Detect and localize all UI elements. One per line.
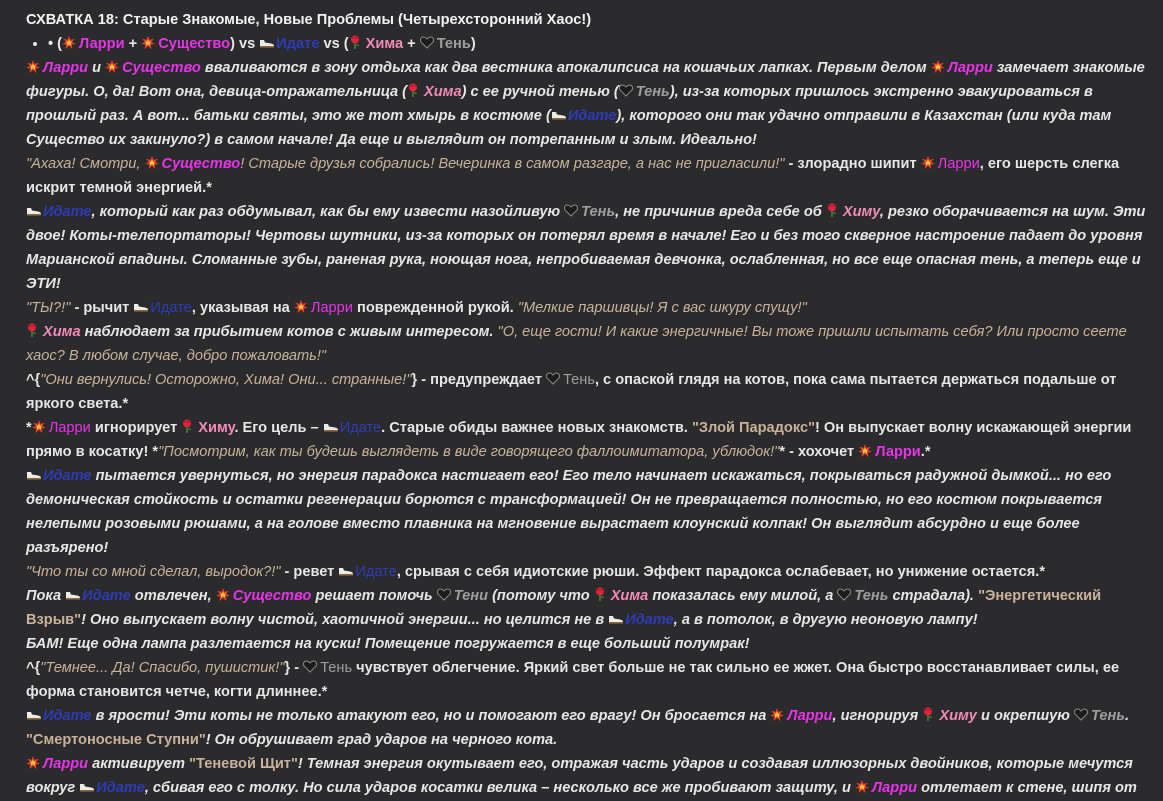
paragraph-12	[26, 656, 1157, 704]
shoe-icon	[26, 201, 40, 214]
explosion-icon	[855, 777, 869, 790]
black-heart-icon	[303, 657, 317, 670]
character-name: Ларри	[79, 36, 125, 52]
text-segment: и окрепшую	[980, 708, 1070, 724]
character-larry	[26, 60, 88, 76]
shoe-icon	[338, 561, 352, 574]
character-name: Тени	[453, 588, 488, 604]
text-segment: , а в потолок, в другую неоновую лампу!	[673, 612, 978, 628]
character-larry	[294, 300, 353, 316]
character-larry	[26, 756, 88, 772]
character-name: Идате	[625, 612, 674, 628]
character-idate	[338, 564, 396, 580]
paragraph-11	[26, 632, 1157, 656]
black-heart-icon	[546, 369, 560, 382]
explosion-icon	[858, 441, 872, 454]
character-ten	[1074, 708, 1125, 724]
character-name: Химу	[198, 420, 235, 436]
shoe-icon	[65, 585, 79, 598]
text-segment: отлетает к стене, шипя от	[921, 780, 1137, 796]
text-segment: "Ахаха! Смотри,	[26, 156, 141, 172]
text-segment: "Злой Парадокс"	[691, 420, 815, 436]
text-segment: замечает знакомые фигуры. О, да! Вот она, девица-отражательница (	[26, 60, 1145, 100]
text-segment: чувствует облегчение. Яркий свет больше не так сильно ее жжет. Она быстро восстанавливает силы, ее форма становится четче, когти длиннее.*	[26, 660, 1120, 700]
character-name: Ларри	[875, 444, 921, 460]
character-name: Ларри	[937, 156, 980, 172]
text-segment: "ТЫ?!"	[26, 300, 71, 316]
character-idate	[551, 108, 617, 124]
text-segment: . Старые обиды важнее новых знакомств.	[381, 420, 688, 436]
text-segment: отвлечен,	[134, 588, 212, 604]
text-segment: вваливаются в зону отдыха как два вестника апокалипсиса на кошачьих лапках. Первым делом	[204, 60, 927, 76]
black-heart-icon	[437, 585, 451, 598]
character-name: Химу	[842, 204, 880, 220]
paragraph-14	[26, 752, 1157, 800]
text-segment: * - хохочет	[779, 444, 855, 460]
character-idate	[26, 468, 92, 484]
text-segment: и	[92, 60, 102, 76]
text-segment: )	[470, 36, 476, 52]
character-name: Идате	[339, 420, 382, 436]
text-segment: .*	[920, 444, 931, 460]
text-segment: , указывая на	[191, 300, 290, 316]
text-segment: "Посмотрим, как ты будешь выглядеть в виде говорящего фаллоимитатора, ублюдок!"	[158, 444, 780, 460]
explosion-icon	[921, 153, 935, 166]
paragraph-2	[26, 152, 1157, 200]
character-ten	[546, 372, 595, 388]
character-name: Тень	[436, 36, 471, 52]
text-segment: "Они вернулись! Осторожно, Хима! Они... странные!"	[40, 372, 412, 388]
text-segment: , который как раз обдумывал, как бы ему извести назойливую	[91, 204, 561, 220]
text-segment: "Темнее... Да! Спасибо, пушистик!"	[40, 660, 285, 676]
shoe-icon	[26, 705, 40, 718]
text-segment: "Мелкие паршивцы! Я с вас шкуру спущу!"	[517, 300, 807, 316]
character-name: Идате	[43, 468, 92, 484]
character-name: Идате	[567, 108, 617, 124]
rose-icon	[922, 705, 936, 718]
text-segment: +	[128, 36, 138, 52]
character-ten	[303, 660, 352, 676]
character-name: Хима	[610, 588, 649, 604]
character-idate	[323, 420, 381, 436]
text-segment: • (	[48, 36, 63, 52]
character-idate	[26, 708, 92, 724]
character-idate	[259, 36, 319, 52]
shoe-icon	[79, 777, 93, 790]
rose-icon	[349, 33, 363, 46]
text-segment: "Теневой Щит"	[189, 756, 298, 772]
explosion-icon	[141, 33, 155, 46]
text-segment: поврежденной рукой.	[357, 300, 514, 316]
text-segment: БАМ! Еще одна лампа разлетается на куски! Помещение погружается в еще больший полумрак!	[26, 636, 750, 652]
text-segment: ), из-за которых пришлось экстренно эвакуироваться в прошлый раз. А вот... батьки святы, это же тот хмырь в костюме (	[26, 84, 1093, 124]
text-segment: - рычит	[70, 300, 130, 316]
text-segment: игнорирует	[94, 420, 178, 436]
character-ten	[437, 588, 488, 604]
black-heart-icon	[564, 201, 578, 214]
text-segment: } -	[284, 660, 300, 676]
text-segment: , его шерсть слегка искрит темной энергией.*	[26, 156, 1120, 196]
character-name: Идате	[276, 36, 320, 52]
character-name: Ларри	[947, 60, 993, 76]
text-segment: - злорадно шипит	[784, 156, 917, 172]
character-name: Идате	[43, 204, 92, 220]
paragraph-3	[26, 200, 1157, 296]
text-segment: , резко оборачивается на шум. Эти двое! Коты-телепортаторы! Чертовы шутники, из-за которых он потерял время в начале! Его и без того скверное настроение падает до уровня Марианской впадины. Сломанные зубы, раненая рука, ноющая нога, непробиваемая девчонка, ослабленная, но все еще опасная тень, а теперь еще и ЭТИ!	[26, 204, 1146, 292]
character-name: Тень	[854, 588, 889, 604]
character-name: Ларри	[43, 60, 89, 76]
text-segment: vs (	[319, 36, 349, 52]
character-idate	[65, 588, 131, 604]
character-name: Хима	[365, 36, 404, 52]
text-segment: "Энергетический Взрыв"	[26, 588, 1102, 628]
character-ten	[837, 588, 888, 604]
character-ten	[564, 204, 615, 220]
text-segment: , игнорируя	[832, 708, 919, 724]
lineup-list	[26, 32, 1157, 56]
text-segment: ) с ее ручной тенью (	[461, 84, 619, 100]
explosion-icon	[105, 57, 119, 70]
text-segment: наблюдает за прибытием котов с живым интересом.	[84, 324, 494, 340]
character-hima	[181, 420, 234, 436]
paragraph-7	[26, 416, 1157, 464]
text-segment: решает помочь	[315, 588, 433, 604]
paragraph-9	[26, 560, 1157, 584]
character-creature	[145, 156, 241, 172]
character-name: Ларри	[787, 708, 833, 724]
character-creature	[216, 588, 312, 604]
shoe-icon	[26, 465, 40, 478]
explosion-icon	[145, 153, 159, 166]
character-name: Идате	[355, 564, 397, 580]
character-larry	[62, 36, 125, 52]
rose-icon	[26, 321, 40, 334]
character-larry	[921, 156, 980, 172]
text-segment: в ярости! Эти коты не только атакуют его, но и помогают его врагу! Он бросается на	[95, 708, 767, 724]
explosion-icon	[216, 585, 230, 598]
black-heart-icon	[619, 81, 633, 94]
text-segment: "Смертоносные Ступни"	[26, 732, 206, 748]
battle-title: СХВАТКА 18: Старые Знакомые, Новые Проблемы (Четырехсторонний Хаос!)	[26, 12, 592, 28]
text-segment: (потому что	[492, 588, 590, 604]
paragraph-4	[26, 296, 1157, 320]
character-hima	[349, 36, 403, 52]
text-segment: } - предупреждает	[411, 372, 543, 388]
explosion-icon	[26, 753, 40, 766]
text-segment: , не причинив вреда себе об	[615, 204, 822, 220]
character-name: Существо	[232, 588, 312, 604]
character-larry	[858, 444, 921, 460]
character-name: Химу	[939, 708, 977, 724]
character-name: Ларри	[871, 780, 918, 796]
shoe-icon	[608, 609, 622, 622]
explosion-icon	[32, 417, 46, 430]
text-segment: ), которого они так удачно отправили в Казахстан (или куда там Существо их закинуло?) в самом начале! Да еще и выглядит он потрепанным и злым. Идеально!	[26, 108, 1112, 148]
character-name: Хима	[43, 324, 81, 340]
rose-icon	[181, 417, 195, 430]
shoe-icon	[323, 417, 337, 430]
shoe-icon	[551, 105, 565, 118]
character-name: Идате	[150, 300, 192, 316]
character-name: Хима	[424, 84, 462, 100]
explosion-icon	[26, 57, 40, 70]
character-hima	[407, 84, 462, 100]
character-name: Существо	[158, 36, 231, 52]
explosion-icon	[770, 705, 784, 718]
text-segment: ^{	[26, 372, 41, 388]
character-name: Тень	[320, 660, 353, 676]
shoe-icon	[133, 297, 147, 310]
character-name: Ларри	[310, 300, 353, 316]
character-larry	[931, 60, 993, 76]
character-larry	[32, 420, 91, 436]
rose-icon	[826, 201, 840, 214]
text-segment: ! Он обрушивает град ударов на черного кота.	[205, 732, 558, 748]
text-segment: "Что ты со мной сделал, выродок?!"	[26, 564, 281, 580]
character-larry	[855, 780, 917, 796]
character-idate	[79, 780, 145, 796]
character-hima	[594, 588, 649, 604]
text-segment: ! Старые друзья собрались! Вечеринка в самом разгаре, а нас не пригласили!"	[240, 156, 785, 172]
text-segment: ^{	[26, 660, 41, 676]
paragraph-8	[26, 464, 1157, 560]
text-segment: пытается увернуться, но энергия парадокса настигает его! Его тело начинает искажаться, покрываться радужной дымкой... но его демоническая стойкость и остатки регенерации борются с трансформацией! Он не превращается полностью, но его костюм покрывается нелепыми розовыми рюшами, а на голове вместо плавника на мгновение вырастает клоунский колпак! Он выглядит абсурдно и еще более разъярено!	[26, 468, 1112, 556]
paragraph-13	[26, 704, 1157, 752]
character-ten	[619, 84, 670, 100]
character-hima	[922, 708, 977, 724]
text-segment: . Его цель –	[234, 420, 319, 436]
text-segment: +	[407, 36, 416, 52]
text-segment: ! Он выпускает волну искажающей энергии прямо в косатку! *	[26, 420, 1132, 460]
character-idate	[133, 300, 191, 316]
paragraph-6	[26, 368, 1157, 416]
character-name: Тень	[635, 84, 670, 100]
character-idate	[608, 612, 674, 628]
text-segment: , сбивая его с толку. Но сила ударов косатки велика – несколько все же пробивают защиту, и	[144, 780, 851, 796]
character-ten	[420, 36, 471, 52]
text-segment: ! Оно выпускает волну чистой, хаотичной энергии... но целится не в	[81, 612, 605, 628]
text-segment: .	[1124, 708, 1130, 724]
paragraph-5	[26, 320, 1157, 368]
character-name: Идате	[82, 588, 131, 604]
character-hima	[826, 204, 880, 220]
text-segment: ) vs	[230, 36, 256, 52]
character-name: Ларри	[43, 756, 89, 772]
black-heart-icon	[1074, 705, 1088, 718]
paragraph-10	[26, 584, 1157, 632]
character-name: Тень	[1090, 708, 1125, 724]
black-heart-icon	[837, 585, 851, 598]
character-idate	[26, 204, 92, 220]
text-segment: активирует	[92, 756, 186, 772]
character-creature	[105, 60, 201, 76]
text-segment: Пока	[26, 588, 62, 604]
explosion-icon	[294, 297, 308, 310]
character-hima	[26, 324, 81, 340]
rose-icon	[594, 585, 608, 598]
character-creature	[141, 36, 230, 52]
character-name: Тень	[581, 204, 616, 220]
character-name: Идате	[43, 708, 92, 724]
text-segment: "О, еще гости! И какие энергичные! Вы тоже пришли испытать себя? Или просто сеете хаос? В любом случае, добро пожаловать!"	[26, 324, 1127, 364]
text-segment: , с опаской глядя на котов, пока сама пытается держаться подальше от яркого света.*	[26, 372, 1117, 412]
text-segment: , срывая с себя идиотские рюши. Эффект парадокса ослабевает, но унижение остается.*	[396, 564, 1046, 580]
character-name: Существо	[161, 156, 241, 172]
character-name: Идате	[96, 780, 145, 796]
rose-icon	[407, 81, 421, 94]
shoe-icon	[259, 33, 273, 46]
character-name: Тень	[563, 372, 595, 388]
text-segment: - ревет	[280, 564, 335, 580]
character-name: Существо	[122, 60, 201, 76]
text-segment: показалась ему милой, а	[652, 588, 834, 604]
explosion-icon	[62, 33, 76, 46]
black-heart-icon	[420, 33, 434, 46]
explosion-icon	[931, 57, 945, 70]
character-larry	[770, 708, 832, 724]
text-segment: страдала).	[892, 588, 974, 604]
text-segment: ! Темная энергия окутывает его, отражая часть ударов и создавая иллюзорных двойников, которые мечутся вокруг	[26, 756, 1133, 796]
lineup-item	[48, 32, 1157, 56]
paragraph-1	[26, 56, 1157, 152]
text-segment: *	[26, 420, 32, 436]
character-name: Ларри	[48, 420, 91, 436]
